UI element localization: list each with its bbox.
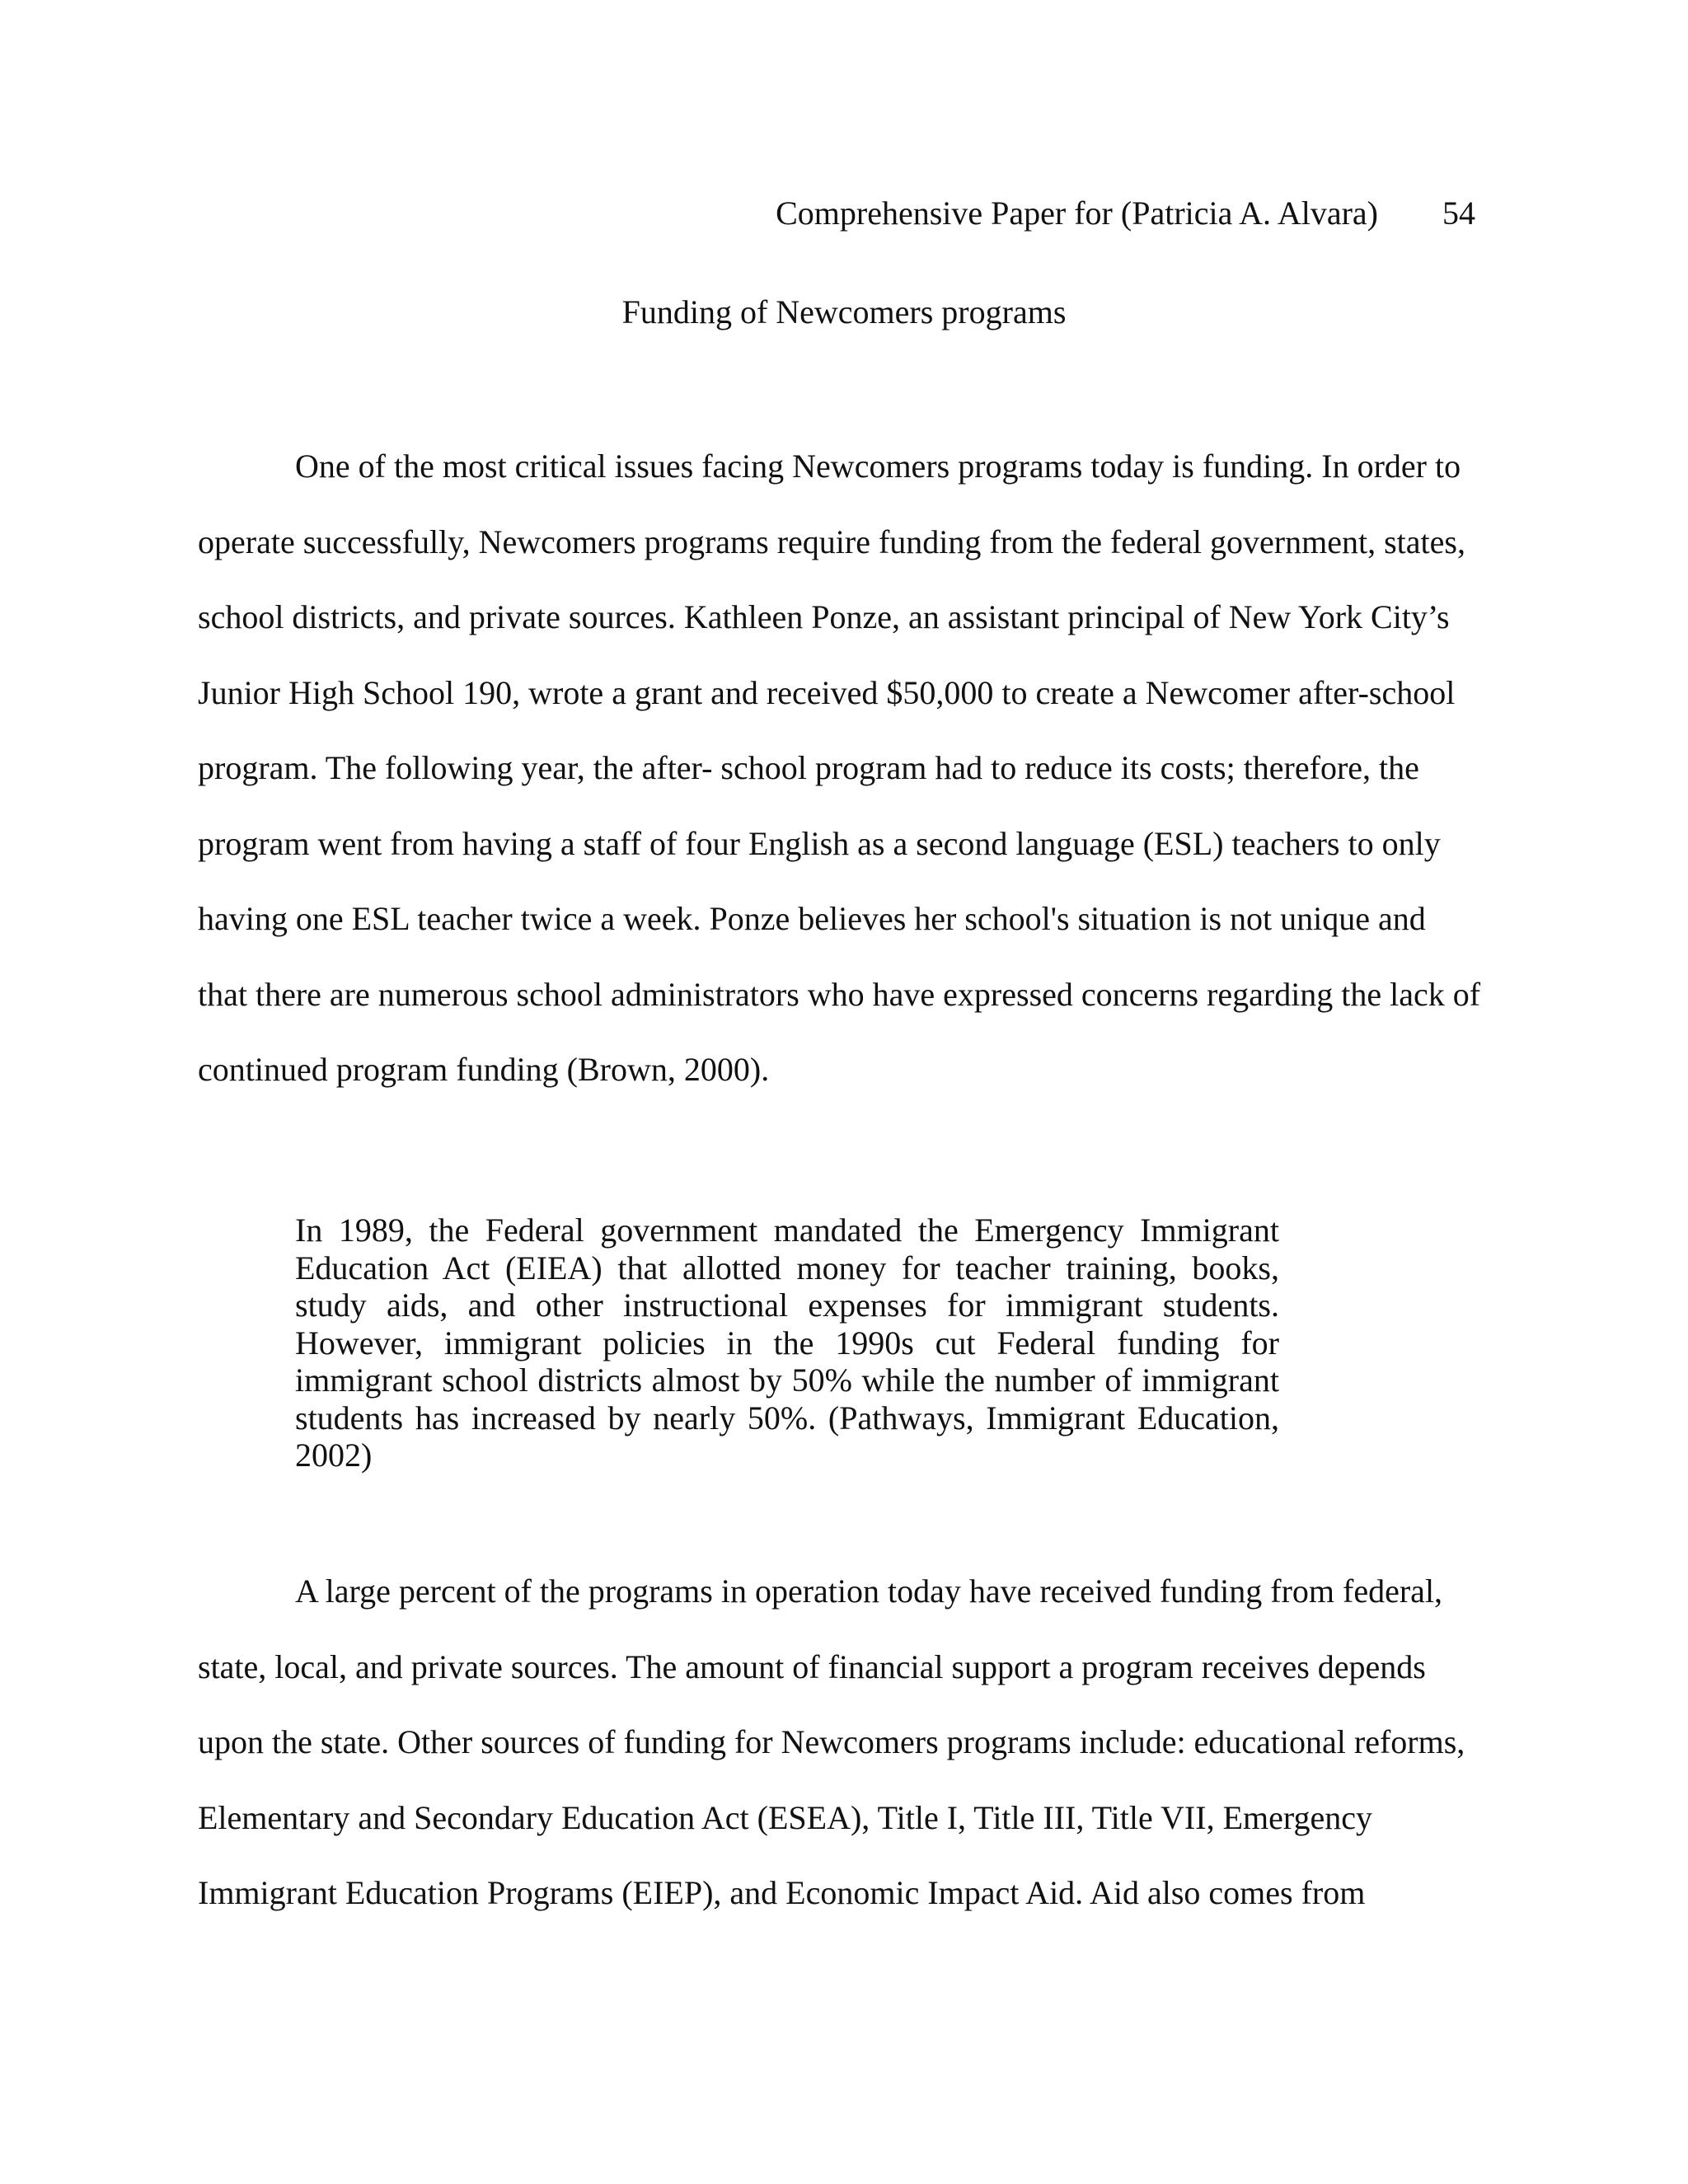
paragraph-line: having one ESL teacher twice a week. Ponze believes her school's situation is not unique and <box>198 900 1426 937</box>
paragraph-line: that there are numerous school administrators who have expressed concerns regarding the lack of <box>198 975 1481 1013</box>
paragraph-1 <box>198 429 1481 1108</box>
paragraph-line: Junior High School 190, wrote a grant and received $50,000 to create a Newcomer after-school <box>198 673 1456 711</box>
paragraph-line: program went from having a staff of four English as a second language (ESL) teachers to only <box>198 824 1441 862</box>
running-head <box>776 194 1475 233</box>
running-head-title: Comprehensive Paper for (Patricia A. Alvara) <box>776 194 1378 232</box>
paragraph-line: Elementary and Secondary Education Act (ESEA), Title I, Title III, Title VII, Emergency <box>198 1798 1372 1836</box>
paragraph-line: A large percent of the programs in operation today have received funding from federal, <box>295 1572 1443 1610</box>
page-number: 54 <box>1442 194 1475 232</box>
paragraph-line: program. The following year, the after- school program had to reduce its costs; therefore, the <box>198 749 1419 786</box>
block-quote: In 1989, the Federal government mandated the Emergency Immigrant Education Act (EIEA) that allotted money for teacher training, books, study aids, and other instructional expenses for immigrant students. However, immigrant policies in the 1990s cut Federal funding for immigrant school districts almost by 50% while the number of immigrant students has increased by nearly 50%. (Pathways, Immigrant Education, 2002) <box>295 1212 1279 1474</box>
paragraph-line: school districts, and private sources. Kathleen Ponze, an assistant principal of New York City’s <box>198 598 1450 635</box>
paragraph-line: upon the state. Other sources of funding for Newcomers programs include: educational reforms, <box>198 1723 1465 1760</box>
paragraph-line: Immigrant Education Programs (EIEP), and Economic Impact Aid. Aid also comes from <box>198 1874 1366 1911</box>
paragraph-2 <box>198 1554 1475 1931</box>
paragraph-line: state, local, and private sources. The amount of financial support a program receives depends <box>198 1647 1426 1685</box>
paragraph-line: One of the most critical issues facing Newcomers programs today is funding. In order to <box>295 448 1461 485</box>
section-title: Funding of Newcomers programs <box>621 293 1067 330</box>
paragraph-line: continued program funding (Brown, 2000). <box>198 1051 770 1088</box>
paragraph-line: operate successfully, Newcomers programs require funding from the federal government, states, <box>198 523 1465 560</box>
